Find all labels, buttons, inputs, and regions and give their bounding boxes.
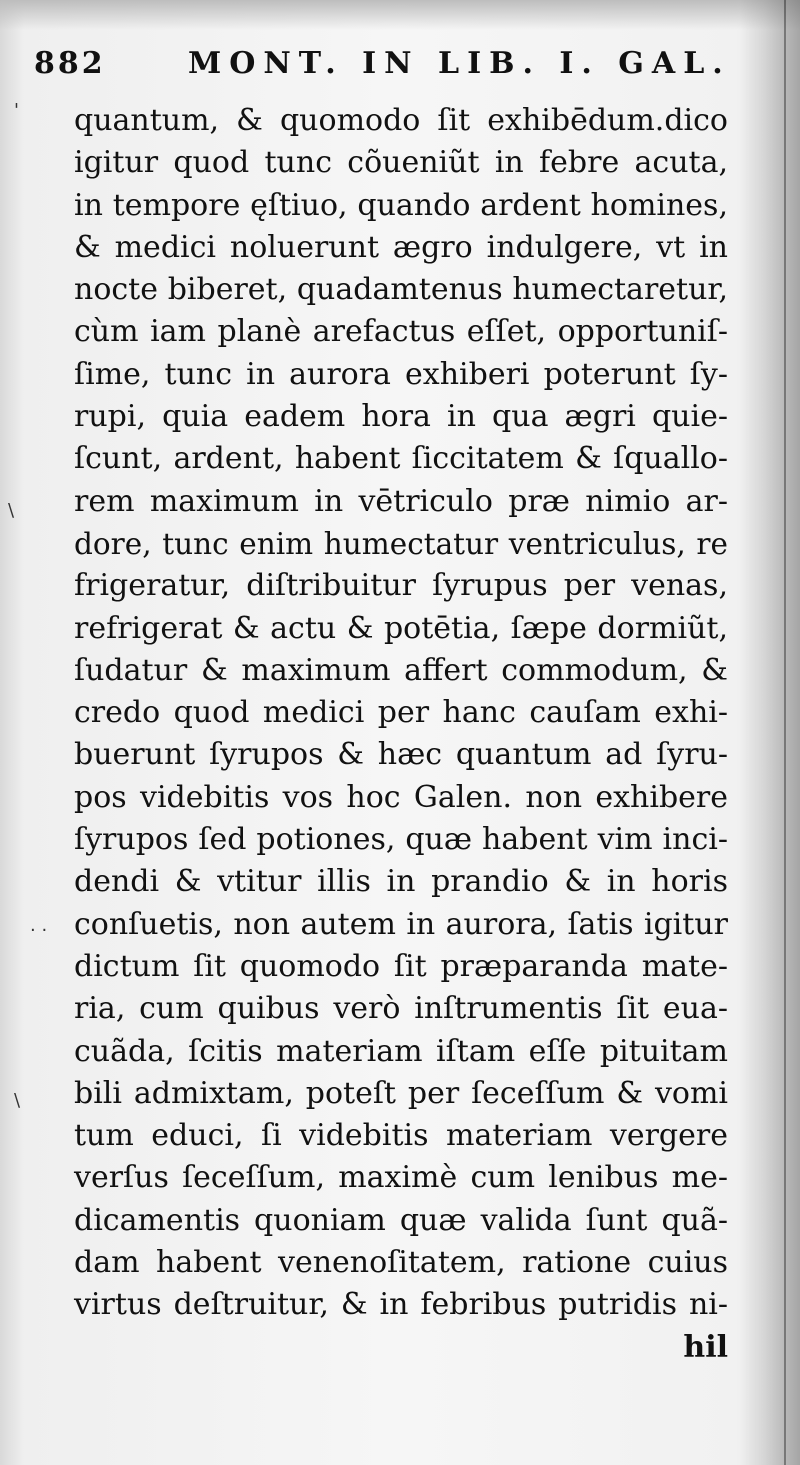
text-line: virtus deſtruitur, & in febribus putridis ni- — [74, 1287, 728, 1323]
text-line: credo quod medici per hanc cauſam exhi- — [74, 695, 728, 731]
text-line: dicamentis quoniam quæ valida ſunt quã- — [74, 1202, 728, 1238]
text-line: cuãda, ſcitis materiam iſtam eſſe pituitam — [74, 1033, 728, 1069]
margin-mark: ' — [14, 100, 19, 121]
text-line: frigeratur, diſtribuitur ſyrupus per venas, — [74, 568, 728, 604]
text-line: rupi, quia eadem hora in qua ægri quie- — [74, 399, 728, 435]
text-line: igitur quod tunc cõueniũt in febre acuta, — [74, 145, 728, 181]
text-line: ſudatur & maximum affert commodum, & — [74, 652, 728, 688]
margin-mark: \ — [8, 500, 15, 521]
page-number: 882 — [34, 46, 106, 81]
text-line: refrigerat & actu & potētia, ſæpe dormiũt, — [74, 610, 728, 646]
body-text — [74, 100, 734, 1369]
margin-mark: \ — [14, 1090, 21, 1111]
text-line: dam habent venenoſitatem, ratione cuius — [74, 1245, 728, 1281]
text-line: dore, tunc enim humectatur ventriculus, re — [74, 526, 728, 561]
text-line: tum educi, ſi videbitis materiam vergere — [74, 1118, 728, 1154]
page-header — [34, 46, 734, 96]
margin-mark: · · — [30, 920, 48, 941]
text-line: pos videbitis vos hoc Galen. non exhibere — [74, 779, 728, 815]
text-line: ſcunt, ardent, habent ſiccitatem & ſquallo- — [74, 441, 728, 477]
binding-edge — [784, 0, 786, 1465]
text-line: ſime, tunc in aurora exhiberi poterunt ſy- — [74, 356, 728, 392]
running-title: MONT. IN LIB. I. GAL. — [188, 46, 731, 81]
page-top-shadow — [0, 0, 800, 30]
text-line: rem maximum in vētriculo præ nimio ar- — [74, 483, 728, 519]
text-line: quantum, & quomodo ſit exhibēdum.dico — [74, 103, 728, 138]
text-line: bili admixtam, poteſt per ſeceſſum & vomi — [74, 1075, 728, 1111]
text-line: dendi & vtitur illis in prandio & in horis — [74, 864, 728, 900]
text-line: dictum ſit quomodo ſit præparanda mate- — [74, 948, 728, 984]
text-line: conſuetis, non autem in aurora, ſatis igitur — [74, 906, 728, 942]
binding-gutter-shadow — [740, 0, 800, 1465]
text-line: ria, cum quibus verò inſtrumentis ſit eua- — [74, 991, 728, 1027]
text-line: in tempore ęſtiuo, quando ardent homines, — [74, 187, 728, 223]
text-line: verſus ſeceſſum, maximè cum lenibus me- — [74, 1160, 728, 1196]
text-line: cùm iam planè arefactus eſſet, opportuniſ- — [74, 314, 728, 350]
text-line: nocte biberet, quadamtenus humectaretur, — [74, 272, 728, 308]
text-line: & medici noluerunt ægro indulgere, vt in — [74, 229, 728, 265]
catchword: hil — [683, 1329, 728, 1365]
text-line: buerunt ſyrupos & hæc quantum ad ſyru- — [74, 737, 728, 773]
text-line: ſyrupos ſed potiones, quæ habent vim inci- — [74, 822, 728, 858]
